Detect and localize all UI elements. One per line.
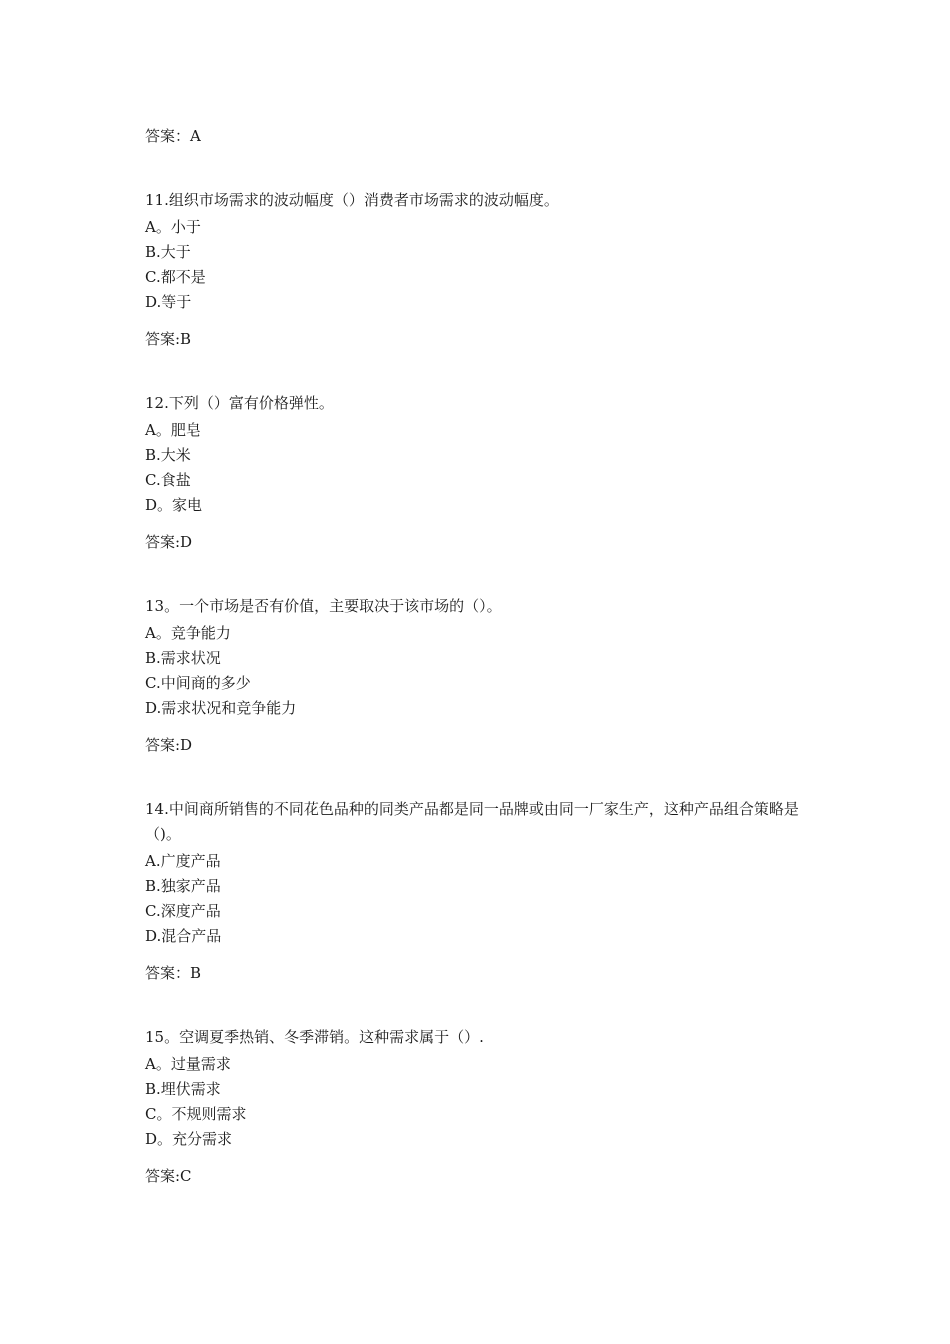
- option-c: C.都不是: [145, 268, 206, 286]
- question-stem: 12.下列（）富有价格弹性。: [145, 394, 334, 412]
- question-block-14: [145, 797, 810, 986]
- answer: 答案：B: [145, 964, 202, 982]
- question-block-11: [145, 188, 810, 352]
- option-d: D.需求状况和竞争能力: [145, 699, 297, 717]
- option-a: A。肥皂: [145, 421, 201, 439]
- option-d: D。充分需求: [145, 1130, 233, 1148]
- question-stem: 15。空调夏季热销、冬季滞销。这种需求属于（）.: [145, 1028, 484, 1046]
- answer: 答案:D: [145, 533, 193, 551]
- option-a: A。小于: [145, 218, 201, 236]
- question-block-13: [145, 594, 810, 758]
- question-stem: 11.组织市场需求的波动幅度（）消费者市场需求的波动幅度。: [145, 191, 559, 209]
- option-d: D。家电: [145, 496, 203, 514]
- option-c: C.深度产品: [145, 902, 221, 920]
- question-block-12: [145, 391, 810, 555]
- option-b: B.埋伏需求: [145, 1080, 221, 1098]
- answer: 答案:B: [145, 330, 192, 348]
- option-d: D.等于: [145, 293, 192, 311]
- option-c: C.中间商的多少: [145, 674, 251, 692]
- option-b: B.大米: [145, 446, 191, 464]
- question-stem: 14.中间商所销售的不同花色品种的同类产品都是同一品牌或由同一厂家生产，这种产品组合策略是（)。: [145, 800, 799, 843]
- option-c: C。不规则需求: [145, 1105, 247, 1123]
- option-c: C.食盐: [145, 471, 191, 489]
- option-a: A。过量需求: [145, 1055, 231, 1073]
- option-a: A。竞争能力: [145, 624, 231, 642]
- option-d: D.混合产品: [145, 927, 222, 945]
- question-stem: 13。一个市场是否有价值，主要取决于该市场的（）。: [145, 597, 502, 615]
- answer: 答案:C: [145, 1167, 192, 1185]
- answer-previous: 答案：A: [145, 127, 201, 145]
- question-block-15: [145, 1025, 810, 1189]
- option-b: B.需求状况: [145, 649, 221, 667]
- option-b: B.大于: [145, 243, 191, 261]
- document-content: [145, 124, 810, 1189]
- option-a: A.广度产品: [145, 852, 221, 870]
- option-b: B.独家产品: [145, 877, 221, 895]
- answer: 答案:D: [145, 736, 193, 754]
